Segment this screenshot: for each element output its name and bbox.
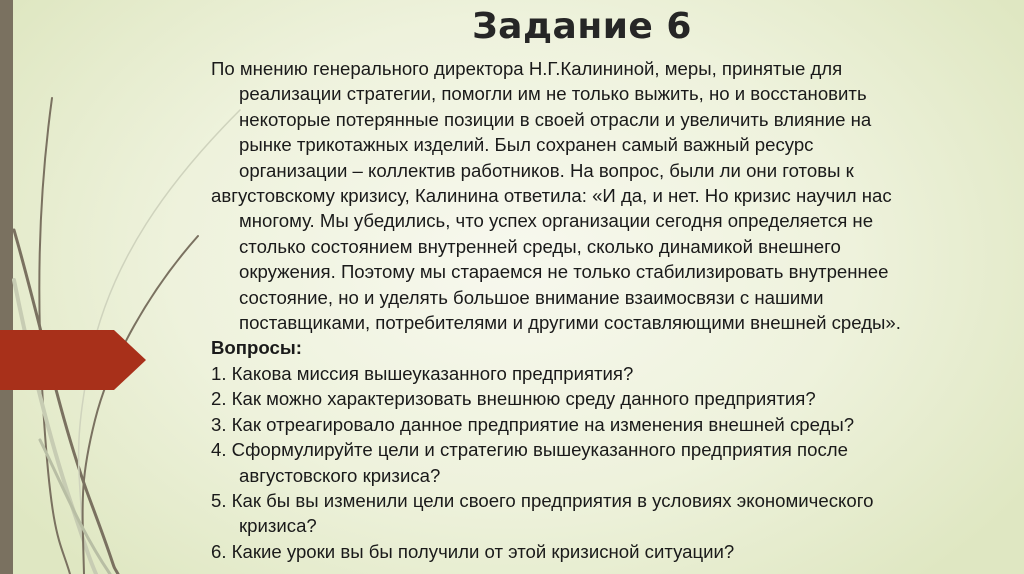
paragraph-line: рынке трикотажных изделий. Был сохранен самый важный ресурс [239,134,814,156]
question-item [211,386,1011,411]
paragraph-line: состояние, но и уделять большое внимание взаимосвязи с нашими [239,286,824,308]
question-line: кризиса? [239,515,317,537]
question-item [211,437,1011,488]
question-line: августовского кризиса? [239,464,441,486]
questions-heading: Вопросы: [211,337,302,359]
question-line: 2. Как можно характеризовать внешнюю среду данного предприятия? [211,388,816,410]
question-line: 3. Как отреагировало данное предприятие на изменения внешней среды? [211,413,855,435]
paragraph-line: столько состоянием внутренней среды, сколько динамикой внешнего [239,235,841,257]
question-item [211,361,1011,386]
question-line: 1. Какова миссия вышеуказанного предприятия? [211,362,634,384]
paragraph-line: реализации стратегии, помогли им не только выжить, но и восстановить [239,83,867,105]
question-item [211,488,1011,539]
paragraph-line: августовскому кризису, Калинина ответила: «И да, и нет. Но кризис научил нас [211,185,892,207]
question-item [211,539,1011,564]
question-line: 6. Какие уроки вы бы получили от этой кризисной ситуации? [211,540,735,562]
paragraph-line: окружения. Поэтому мы стараемся не только стабилизировать внутреннее [239,261,889,283]
paragraph-line: По мнению генерального директора Н.Г.Калининой, меры, принятые для [211,58,843,79]
paragraph-line: некоторые потерянные позиции в своей отрасли и увеличить влияние на [239,108,872,130]
red-arrow-shape [0,330,146,390]
paragraph-line: организации – коллектив работников. На вопрос, были ли они готовы к [239,159,854,181]
case-paragraph [211,56,1011,335]
question-item [211,412,1011,437]
question-line: 4. Сформулируйте цели и стратегию вышеуказанного предприятия после [211,439,848,461]
question-line: 5. Как бы вы изменили цели своего предприятия в условиях экономического [211,489,874,511]
slide-title: Задание 6 [472,6,692,47]
slide-body [211,56,1011,564]
paragraph-line: поставщиками, потребителями и другими составляющими внешней среды». [239,312,901,334]
paragraph-line: многому. Мы убедились, что успех организации сегодня определяется не [239,210,874,232]
